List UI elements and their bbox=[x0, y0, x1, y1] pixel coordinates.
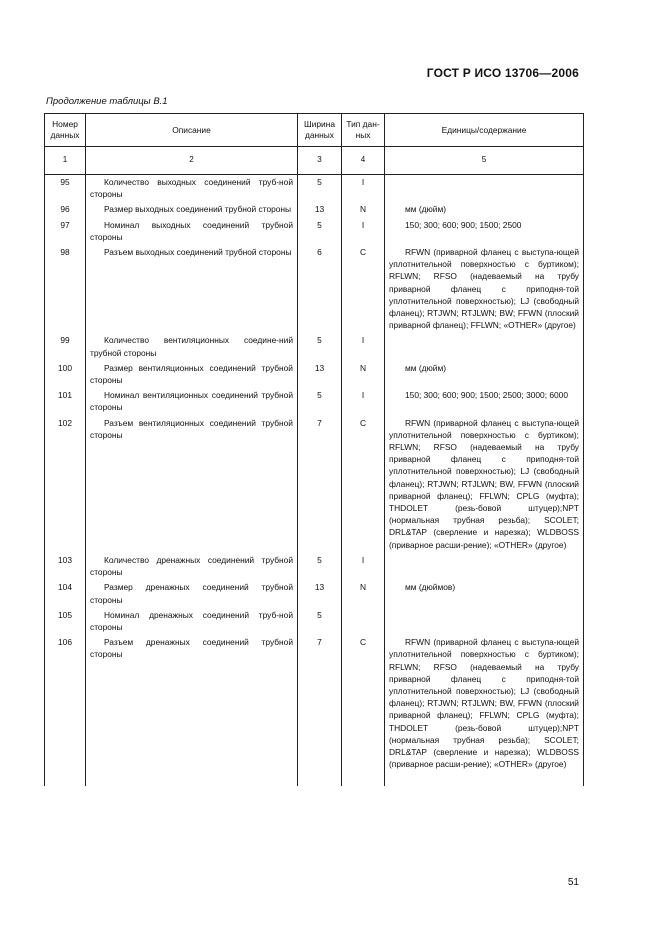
row-description: Номинал выходных соединений трубной стороны bbox=[90, 219, 293, 242]
row-type: N bbox=[342, 202, 385, 217]
column-header-width: Ширина данных bbox=[298, 114, 342, 147]
row-width: 6 bbox=[298, 245, 342, 333]
row-width: 7 bbox=[298, 635, 342, 772]
row-type: I bbox=[342, 553, 385, 580]
row-description: Количество вентиляционных соедине-ний трубной стороны bbox=[90, 335, 293, 358]
row-number: 101 bbox=[45, 388, 86, 415]
row-number: 100 bbox=[45, 361, 86, 388]
row-number: 106 bbox=[45, 635, 86, 772]
row-width: 13 bbox=[298, 361, 342, 388]
row-number: 96 bbox=[45, 202, 86, 217]
column-number-row bbox=[45, 147, 584, 175]
row-description: Разъем вентиляционных соединений трубной стороны bbox=[90, 417, 293, 440]
data-table bbox=[44, 113, 584, 786]
table-row bbox=[45, 416, 584, 553]
row-description: Размер дренажных соединений трубной стороны bbox=[90, 582, 293, 605]
row-description: Разъем дренажных соединений трубной стороны bbox=[90, 637, 293, 660]
row-type: N bbox=[342, 580, 385, 607]
column-header-type: Тип дан-ных bbox=[342, 114, 385, 147]
row-description: Количество дренажных соединений трубной стороны bbox=[90, 554, 293, 578]
column-number: 1 bbox=[45, 147, 86, 175]
row-units: RFWN (приварной фланец с выступа-ющей уплотнительной поверхностью с буртиком); RFLWN; RFSO (надеваемый на трубу приварной фланец с приподня-той уплотнительной поверхностью); LJ (свободный фланец); RTJWN; RTJLWN; BW; FFWN (плоский приварной фланец); FFLWN; «OTHER» (другое) bbox=[389, 247, 579, 331]
table-row bbox=[45, 580, 584, 607]
row-type: N bbox=[342, 361, 385, 388]
column-number: 5 bbox=[385, 147, 584, 175]
column-number: 3 bbox=[298, 147, 342, 175]
row-width: 7 bbox=[298, 416, 342, 553]
row-type: C bbox=[342, 416, 385, 553]
page-number: 51 bbox=[567, 877, 579, 888]
row-description: Номинал вентиляционных соединений трубной стороны bbox=[90, 390, 293, 413]
row-description: Количество выходных соединений труб-ной стороны bbox=[90, 177, 293, 200]
row-description: Разъем выходных соединений трубной стороны bbox=[104, 247, 292, 258]
row-type bbox=[342, 608, 385, 635]
row-width: 13 bbox=[298, 580, 342, 607]
row-number: 97 bbox=[45, 218, 86, 245]
row-number: 98 bbox=[45, 245, 86, 333]
table-row bbox=[45, 635, 584, 772]
table-row bbox=[45, 218, 584, 245]
row-units: мм (дюймов) bbox=[405, 582, 456, 593]
table-row bbox=[45, 245, 584, 333]
column-header-number: Номер данных bbox=[45, 114, 86, 147]
table-row bbox=[45, 361, 584, 388]
row-units: RFWN (приварной фланец с выступа-ющей уплотнительной поверхностью с буртиком); RFLWN; RFSO (надеваемый на трубу приварной фланец с приподня-той уплотнительной поверхностью); LJ (свободный фланец); RTJWN; RTJLWN; BW, FFWN (плоский приварной фланец); FFLWN; CPLG (муфта); THDOLET (резь-бовой штуцер);NPT (нормальная трубная резьба); SCOLET; DRL&TAP (сверление и нарезка); WLDBOSS (приварное расши-рение); «OTHER» (другое) bbox=[389, 637, 579, 770]
row-type: I bbox=[342, 388, 385, 415]
row-number: 105 bbox=[45, 608, 86, 635]
row-units: мм (дюйм) bbox=[405, 362, 447, 373]
row-width: 5 bbox=[298, 608, 342, 635]
row-number: 102 bbox=[45, 416, 86, 553]
column-header-description: Описание bbox=[86, 114, 298, 147]
row-units: 150; 300; 600; 900; 1500; 2500 bbox=[405, 219, 522, 230]
table-row bbox=[45, 333, 584, 360]
column-number: 4 bbox=[342, 147, 385, 175]
row-units: 150; 300; 600; 900; 1500; 2500; 3000; 6000 bbox=[405, 390, 568, 401]
table-row bbox=[45, 202, 584, 217]
row-description: Размер выходных соединений трубной стороны bbox=[104, 204, 292, 215]
row-type: C bbox=[342, 245, 385, 333]
table-header-row bbox=[45, 114, 584, 147]
row-width: 5 bbox=[298, 218, 342, 245]
row-units: мм (дюйм) bbox=[405, 204, 447, 215]
table-row bbox=[45, 388, 584, 415]
row-number: 104 bbox=[45, 580, 86, 607]
row-number: 103 bbox=[45, 553, 86, 580]
row-type: I bbox=[342, 218, 385, 245]
table-row bbox=[45, 553, 584, 580]
row-number: 95 bbox=[45, 175, 86, 203]
table-row bbox=[45, 608, 584, 635]
row-description: Размер вентиляционных соединений трубной стороны bbox=[90, 362, 293, 386]
table-caption: Продолжение таблицы В.1 bbox=[46, 96, 168, 107]
row-width: 13 bbox=[298, 202, 342, 217]
row-number: 99 bbox=[45, 333, 86, 360]
row-description: Номинал дренажных соединений труб-ной стороны bbox=[90, 609, 293, 632]
row-type: C bbox=[342, 635, 385, 772]
row-width: 5 bbox=[298, 333, 342, 360]
column-header-units: Единицы/содержание bbox=[385, 114, 584, 147]
table-end-row bbox=[45, 772, 584, 786]
row-type: I bbox=[342, 333, 385, 360]
column-number: 2 bbox=[86, 147, 298, 175]
page-header-standard: ГОСТ Р ИСО 13706—2006 bbox=[426, 66, 579, 80]
row-units: RFWN (приварной фланец с выступа-ющей уплотнительной поверхностью с буртиком); RFLWN; RFSO (надеваемый на трубу приварной фланец с приподня-той уплотнительной поверхностью); LJ (свободный фланец); RTJWN; RTJLWN; BW, FFWN (плоский приварной фланец); FFLWN; CPLG (муфта); THDOLET (резь-бовой штуцер);NPT (нормальная трубная резьба); SCOLET; DRL&TAP (сверление и нарезка); WLDBOSS (приварное расши-рение); «OTHER» (другое) bbox=[389, 417, 579, 550]
row-width: 5 bbox=[298, 175, 342, 203]
row-type: I bbox=[342, 175, 385, 203]
row-width: 5 bbox=[298, 388, 342, 415]
table-row bbox=[45, 175, 584, 203]
row-width: 5 bbox=[298, 553, 342, 580]
